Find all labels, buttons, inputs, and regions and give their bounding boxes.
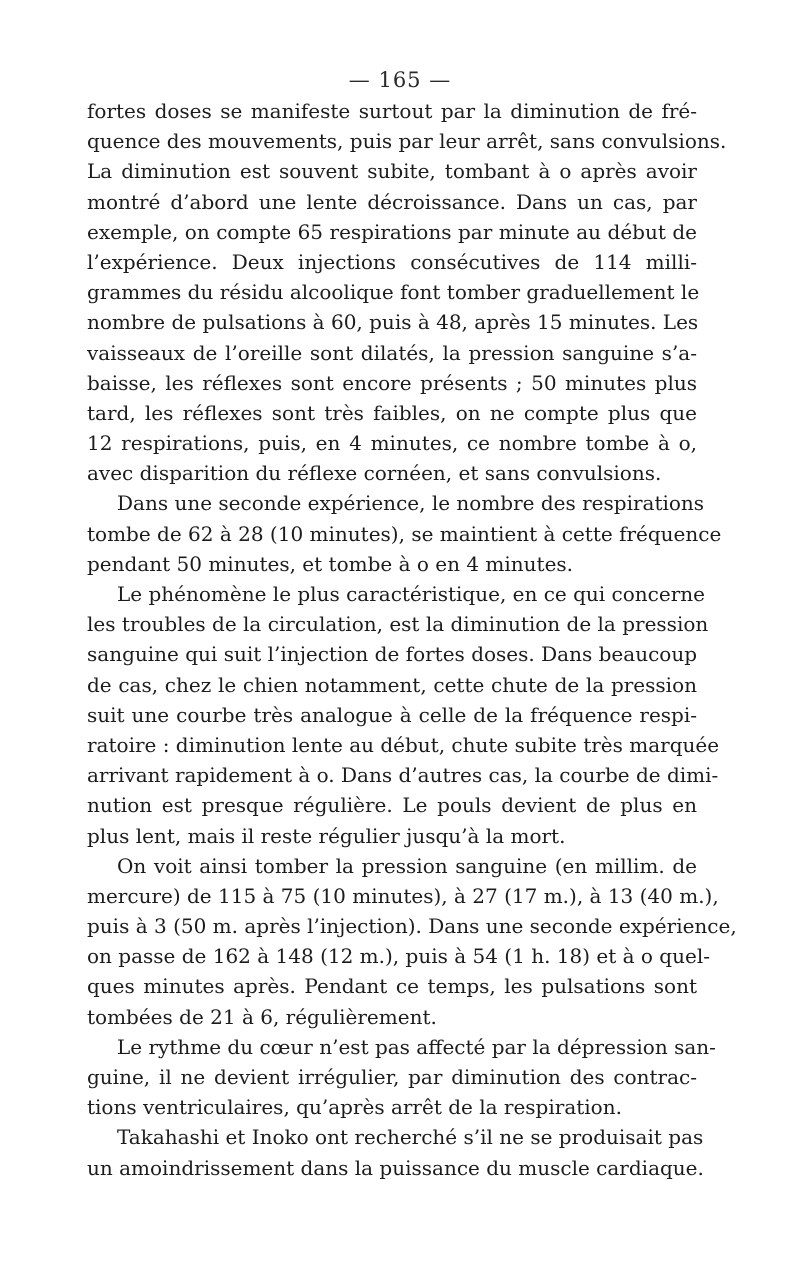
text-line: exemple, on compte 65 respirations par minute au début de — [87, 219, 697, 244]
text-line: On voit ainsi tomber la pression sanguine (en millim. de — [117, 853, 697, 878]
text-line: fortes doses se manifeste surtout par la diminution de fré- — [87, 99, 697, 123]
text-line: tombées de 21 à 6, régulièrement. — [87, 1004, 437, 1029]
text-line: tions ventriculaires, qu’après arrêt de la respiration. — [87, 1095, 622, 1120]
text-line: avec disparition du réflexe cornéen, et sans convulsions. — [87, 461, 662, 486]
text-line: les troubles de la circulation, est la diminution de la pression — [87, 612, 709, 637]
body-text — [87, 96, 737, 1183]
text-line: on passe de 162 à 148 (12 m.), puis à 54 (1 h. 18) et à o quel- — [87, 944, 710, 969]
text-line: nombre de pulsations à 60, puis à 48, après 15 minutes. Les — [87, 310, 699, 335]
text-line: quence des mouvements, puis par leur arrêt, sans convulsions. — [87, 129, 727, 154]
text-line: ques minutes après. Pendant ce temps, les pulsations sont — [87, 974, 697, 999]
text-line: pendant 50 minutes, et tombe à o en 4 minutes. — [87, 551, 574, 576]
text-line: guine, il ne devient irrégulier, par diminution des contrac- — [87, 1065, 697, 1089]
text-line: Le phénomène le plus caractéristique, en ce qui concerne — [117, 582, 705, 606]
text-line: plus lent, mais il reste régulier jusqu’à la mort. — [87, 823, 566, 848]
text-line: Le rythme du cœur n’est pas affecté par la dépression san- — [117, 1034, 716, 1059]
page-number: — 165 — — [348, 68, 452, 92]
text-line: arrivant rapidement à o. Dans d’autres cas, la courbe de dimi- — [87, 763, 719, 788]
text-line: suit une courbe très analogue à celle de la fréquence respi- — [87, 702, 697, 727]
text-line: mercure) de 115 à 75 (10 minutes), à 27 (17 m.), à 13 (40 m.), — [87, 883, 719, 908]
text-line: vaisseaux de l’oreille sont dilatés, la pression sanguine s’a- — [87, 340, 697, 365]
text-line: Dans une seconde expérience, le nombre des respirations — [117, 491, 705, 516]
text-line: montré d’abord une lente décroissance. Dans un cas, par — [87, 189, 697, 214]
text-line: ratoire : diminution lente au début, chute subite très marquée — [87, 732, 720, 757]
text-line: 12 respirations, puis, en 4 minutes, ce nombre tombe à o, — [87, 431, 697, 456]
text-line: grammes du résidu alcoolique font tomber graduellement le — [87, 280, 700, 305]
text-line: tard, les réflexes sont très faibles, on ne compte plus que — [87, 400, 697, 425]
text-line: puis à 3 (50 m. après l’injection). Dans une seconde expérience, — [87, 914, 737, 939]
text-line: baisse, les réflexes sont encore présents ; 50 minutes plus — [87, 370, 697, 395]
text-line: un amoindrissement dans la puissance du muscle cardiaque. — [87, 1155, 704, 1180]
text-line: Takahashi et Inoko ont recherché s’il ne se produisait pas — [117, 1125, 704, 1150]
text-line: La diminution est souvent subite, tombant à o après avoir — [87, 159, 697, 184]
text-line: l’expérience. Deux injections consécutives de 114 milli- — [87, 249, 697, 274]
text-line: sanguine qui suit l’injection de fortes doses. Dans beaucoup — [87, 642, 697, 667]
text-line: nution est presque régulière. Le pouls devient de plus en — [87, 793, 697, 818]
text-line: tombe de 62 à 28 (10 minutes), se maintient à cette fréquence — [87, 521, 722, 546]
text-line: de cas, chez le chien notamment, cette chute de la pression — [87, 672, 697, 697]
